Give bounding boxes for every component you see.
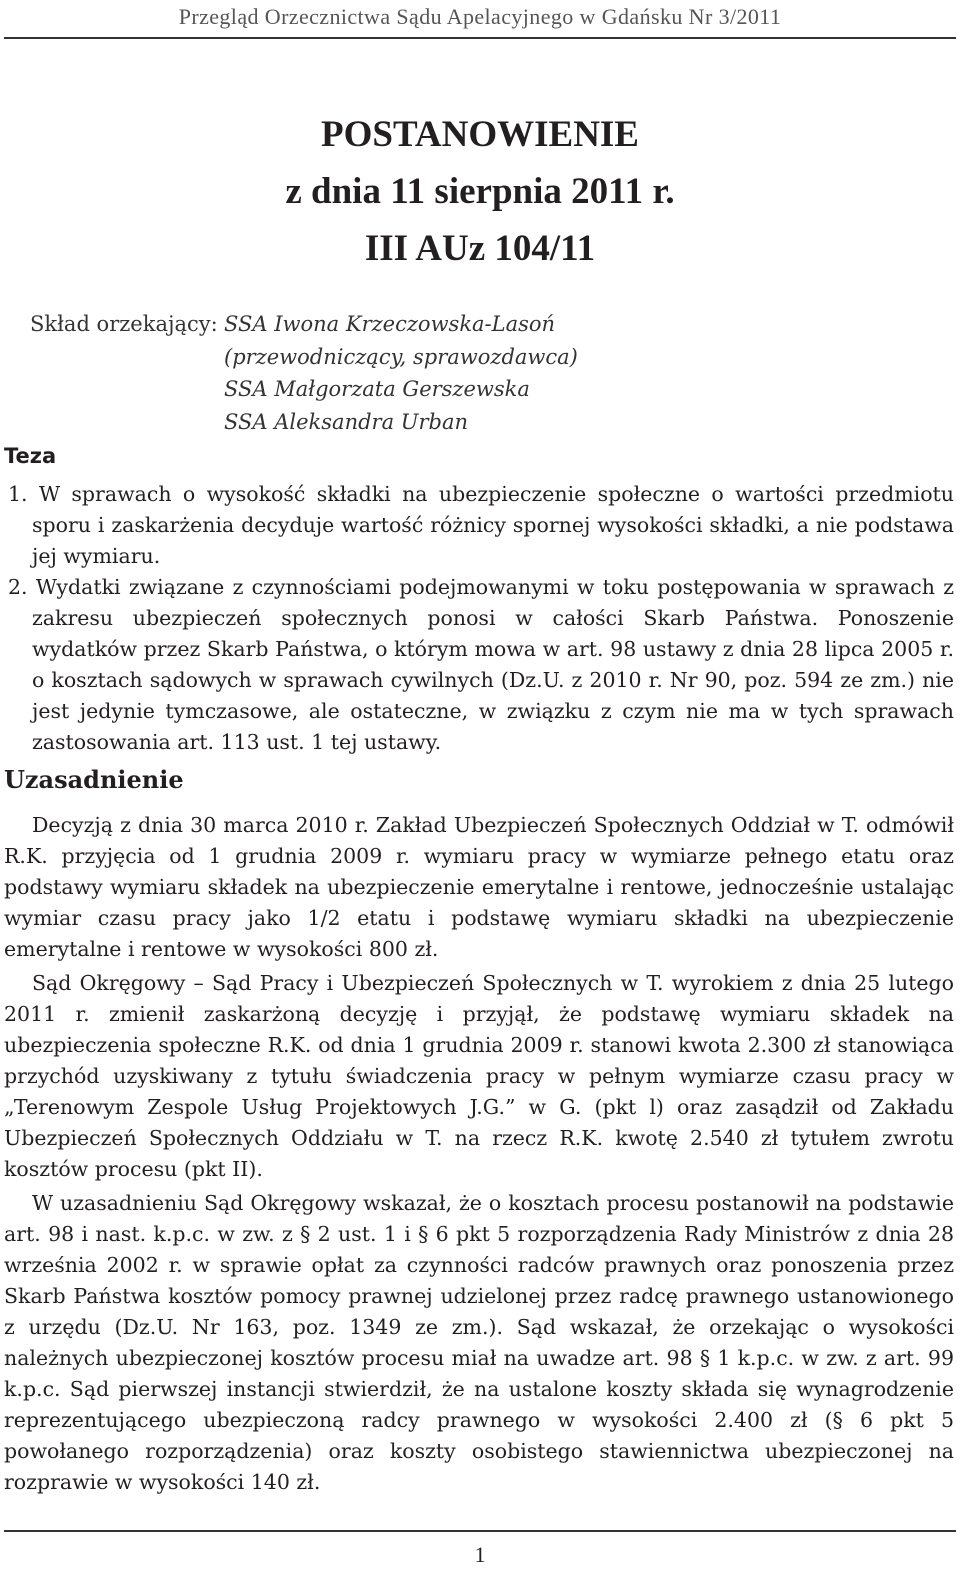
bench-member: SSA Aleksandra Urban (224, 409, 469, 434)
case-number: III AUz 104/11 (364, 228, 596, 269)
justification-paragraph: Sąd Okręgowy – Sąd Pracy i Ubezpieczeń Społecznych w T. wyrokiem z dnia 25 lutego 2011 r. zmienił zaskarżoną decyzję i przyjął, że podstawę wymiaru składek na ubezpieczenia społeczne R.K. od dnia 1 grudnia 2009 r. stanowi kwota 2.300 zł stanowiąca przychód uzyskiwany z tytułu świadczenia pracy w pełnym wymiarze czasu pracy w „Terenowym Zespole Usług Projektowych J.G.” w G. (pkt l) oraz zasądził od Zakładu Ubezpieczeń Społecznych Oddziału w T. na rzecz R.K. kwotę 2.540 zł tytułem zwrotu kosztów procesu (pkt II). (4, 971, 954, 1181)
thesis-text: 2. Wydatki związane z czynnościami podejmowanymi w toku postępowania w sprawach z zakresu ubezpieczeń społecznych ponosi w całości Skarb Państwa. Ponoszenie wydatków przez Skarb Państwa, o którym mowa w art. 98 ustawy z dnia 28 lipca 2005 r. o kosztach sądowych w sprawach cywilnych (Dz.U. z 2010 r. Nr 90, poz. 594 ze zm.) nie jest jedynie tymczasowe, ale ostateczne, w związku z czym nie ma w tych sprawach zastosowania art. 113 ust. 1 tej ustawy. (8, 575, 954, 754)
justification-heading: Uzasadnienie (4, 765, 184, 794)
page-number: 1 (474, 1542, 486, 1567)
justification-body (4, 810, 954, 1501)
justification-paragraph: W uzasadnieniu Sąd Okręgowy wskazał, że o kosztach procesu postanowił na podstawie art. 98 i nast. k.p.c. w zw. z § 2 ust. 1 i § 6 pkt 5 rozporządzenia Rady Ministrów z dnia 28 września 2002 r. w sprawie opłat za czynności radców prawnych oraz ponoszenia przez Skarb Państwa kosztów pomocy prawnej udzielonej przez radcę prawnego ustanowionego z urzędu (Dz.U. Nr 163, poz. 1349 ze zm.). Sąd wskazał, że orzekając o wysokości należnych ubezpieczonej kosztów procesu miał na uwadze art. 98 § 1 k.p.c. w zw. z art. 99 k.p.c. Sąd pierwszej instancji stwierdził, że na ustalone koszty składa się wynagrodzenie reprezentującego ubezpieczoną radcy prawnego w wysokości 2.400 zł (§ 6 pkt 5 powołanego rozporządzenia) oraz koszty osobistego stawiennictwa ubezpieczonej na rozprawie w wysokości 140 zł. (4, 1191, 954, 1494)
thesis-item-1 (4, 479, 954, 572)
bench-members (224, 308, 578, 438)
bench-member-role: (przewodniczący, sprawozdawca) (224, 344, 578, 369)
thesis-heading: Teza (4, 444, 57, 468)
decision-type: POSTANOWIENIE (321, 114, 639, 155)
justification-paragraph: Decyzją z dnia 30 marca 2010 r. Zakład Ubezpieczeń Społecznych Oddział w T. odmówił R.K. przyjęcia od 1 grudnia 2009 r. wymiaru pracy w wymiarze pełnego etatu oraz podstawy wymiaru składek na ubezpieczenie emerytalne i rentowe, jednocześnie ustalając wymiar czasu pracy jako 1/2 etatu i podstawę wymiaru składki na ubezpieczenie emerytalne i rentowe w wysokości 800 zł. (4, 813, 954, 961)
bench-member: SSA Małgorzata Gerszewska (224, 377, 530, 401)
thesis-text: 1. W sprawach o wysokość składki na ubezpieczenie społeczne o wartości przedmiotu sporu i zaskarżenia decyduje wartość różnicy spornej wysokości składki, a nie podstawa jej wymiaru. (8, 482, 954, 568)
thesis-item-2 (4, 572, 954, 758)
bench-member: SSA Iwona Krzeczowska-Lasoń (224, 312, 556, 336)
decision-date: z dnia 11 sierpnia 2011 r. (285, 171, 675, 212)
header-divider (4, 37, 956, 39)
running-header: Przegląd Orzecznictwa Sądu Apelacyjnego w Gdańsku Nr 3/2011 (178, 4, 782, 29)
composition-label: Skład orzekający: (30, 312, 218, 336)
footer-divider (4, 1530, 956, 1532)
document-title (0, 112, 960, 283)
